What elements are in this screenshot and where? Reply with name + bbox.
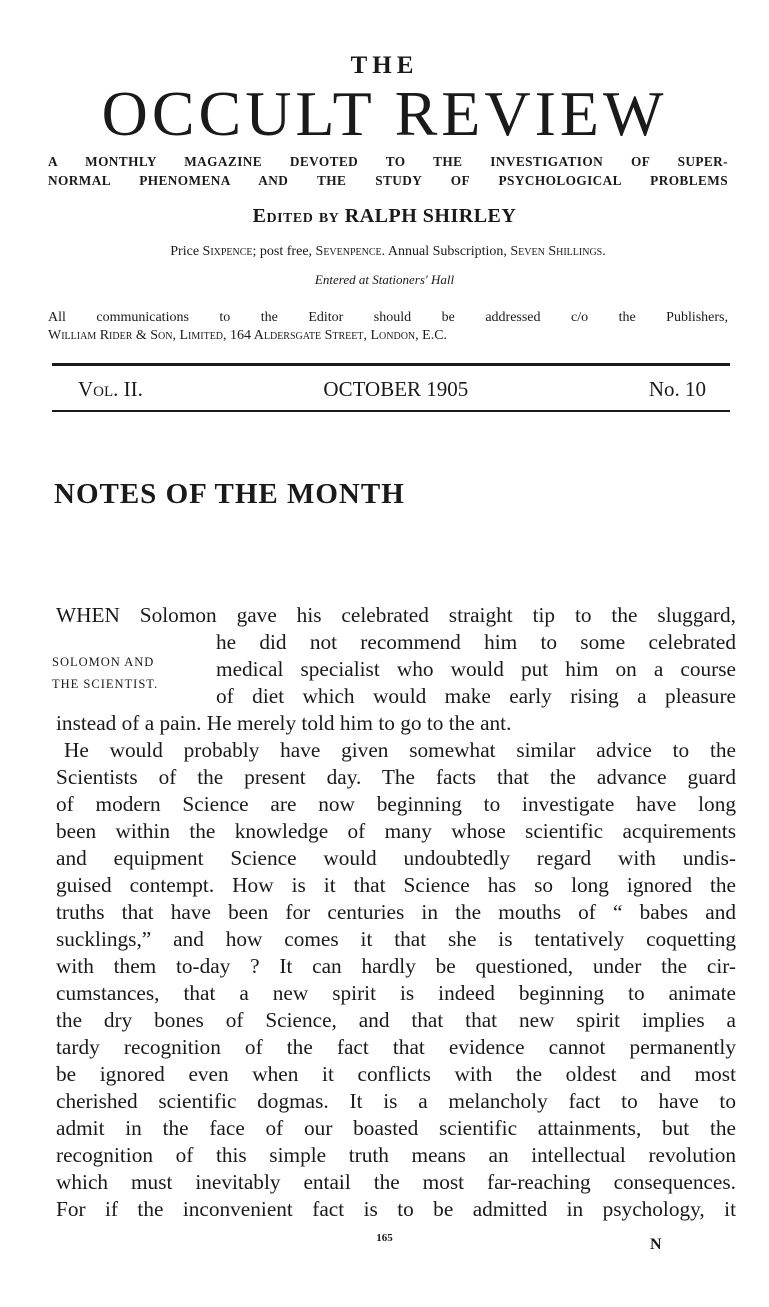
volume-label: Vol. II. — [78, 376, 143, 401]
text-line: he did not recommend him to some celebrated — [216, 630, 736, 654]
masthead-the: THE — [350, 52, 419, 79]
text-line: recognition of this simple truth means an intellectual revolution — [56, 1143, 736, 1167]
text-line: instead of a pain. He merely told him to go to the ant. — [56, 711, 512, 735]
entered-notice: Entered at Stationers' Hall — [314, 272, 455, 287]
text-line: admit in the face of our boasted scientific attainments, but the — [56, 1116, 736, 1140]
text-line: which must inevitably entail the most far-reaching consequences. — [56, 1170, 736, 1194]
text-line: tardy recognition of the fact that evidence cannot permanently — [56, 1035, 736, 1059]
text-line: cumstances, that a new spirit is indeed beginning to animate — [56, 981, 736, 1005]
masthead-subtitle — [48, 152, 728, 190]
margin-note-line-2: THE SCIENTIST. — [52, 677, 159, 691]
editor-credit: Edited by RALPH SHIRLEY — [252, 205, 517, 227]
subtitle-line-2: NORMAL PHENOMENA AND THE STUDY OF PSYCHOLOGICAL PROBLEMS — [48, 173, 728, 188]
masthead-title: OCCULT REVIEW — [101, 78, 668, 149]
issue-number: No. 10 — [648, 376, 706, 401]
text-line: be ignored even when it conflicts with the oldest and most — [56, 1062, 736, 1086]
paragraph-1-first-line — [56, 602, 736, 629]
text-line: He would probably have given somewhat similar advice to the — [64, 738, 736, 762]
text-line: the dry bones of Science, and that that new spirit implies a — [56, 1008, 736, 1032]
article-heading: NOTES OF THE MONTH — [54, 478, 405, 510]
subscription-value: Seven Shillings. — [510, 244, 606, 259]
communications-line-1: All communications to the Editor should be addressed c/o the Publishers, — [48, 310, 728, 325]
text-line: and equipment Science would undoubtedly regard with undis- — [56, 846, 736, 870]
text-line: guised contempt. How is it that Science has so long ignored the — [56, 873, 736, 897]
text-line: of diet which would make early rising a pleasure — [216, 684, 736, 708]
bottom-rule — [52, 410, 730, 412]
issue-line — [78, 372, 706, 406]
subscription-label: Annual Subscription, — [385, 244, 511, 259]
text-line: been within the knowledge of many whose scientific acquirements — [56, 819, 736, 843]
paragraph-2 — [56, 737, 736, 1223]
text-line: medical specialist who would put him on a course — [216, 657, 736, 681]
text-line: sucklings,” and how comes it that she is tentatively coquetting — [56, 927, 736, 951]
paragraph-1-indented-lines — [216, 629, 736, 710]
price-value: Sixpence — [202, 244, 253, 259]
text-line: truths that have been for centuries in the mouths of “ babes and — [56, 900, 736, 924]
communications-notice — [48, 309, 728, 345]
post-free-label: ; post free, — [252, 244, 316, 259]
post-free-value: Sevenpence. — [315, 244, 386, 259]
text-line: cherished scientific dogmas. It is a melancholy fact to have to — [56, 1089, 736, 1113]
subtitle-line-1: A MONTHLY MAGAZINE DEVOTED TO THE INVESTIGATION OF SUPER- — [48, 154, 728, 169]
text-line: Scientists of the present day. The facts that the advance guard — [56, 765, 736, 789]
text-line: For if the inconvenient fact is to be admitted in psychology, it — [56, 1197, 736, 1221]
text-line: WHEN Solomon gave his celebrated straight tip to the sluggard, — [56, 603, 736, 627]
paragraph-1-last-line — [56, 710, 736, 737]
issue-date: OCTOBER 1905 — [323, 376, 469, 401]
text-line: with them to-day ? It can hardly be questioned, under the cir- — [56, 954, 736, 978]
page-number: 165 — [376, 1232, 393, 1244]
signature-mark: N — [650, 1236, 662, 1253]
margin-note — [52, 651, 212, 695]
top-rule — [52, 363, 730, 366]
communications-line-2: William Rider & Son, Limited, 164 Aldersgate Street, London, E.C. — [48, 328, 448, 343]
price-line — [48, 244, 728, 260]
price-label: Price — [170, 244, 203, 259]
text-line: of modern Science are now beginning to investigate have long — [56, 792, 736, 816]
margin-note-line-1: SOLOMON AND — [52, 655, 155, 669]
